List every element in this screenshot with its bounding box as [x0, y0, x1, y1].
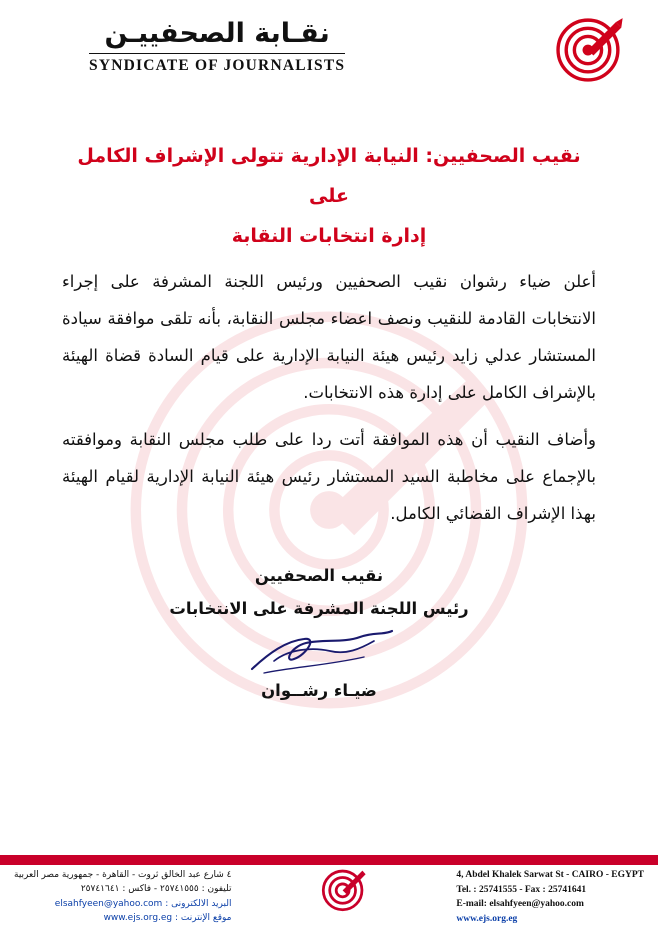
footer-email-en[interactable]: E-mail: elsahfyeen@yahoo.com [456, 899, 584, 910]
page-title-line-2: إدارة انتخابات النقابة [231, 224, 427, 247]
syndicate-english-name: SYNDICATE OF JOURNALISTS [89, 53, 345, 75]
body-paragraph-2: وأضاف النقيب أن هذه الموافقة أتت ردا على طلب مجلس النقابة وموافقته بالإجماع على مخاطبة السيد المستشار رئيس هيئة النيابة الإدارية لقيام الهيئة بهذا الإشراف القضائي الكامل. [62, 430, 596, 524]
document-content [0, 105, 658, 700]
footer-english-contact [456, 868, 644, 927]
footer-address-ar: ٤ شارع عبد الخالق ثروت - القاهرة - جمهورية مصر العربية [14, 870, 232, 880]
signatory-role-line-1: نقيب الصحفيين [254, 565, 384, 585]
footer-content [0, 865, 658, 925]
footer-phone-en: Tel. : 25741555 - Fax : 25741641 [456, 884, 587, 895]
footer-logo-icon [321, 866, 367, 912]
signature-block [62, 559, 596, 700]
footer-email-ar[interactable]: البريد الالكترونى : elsahfyeen@yahoo.com [54, 898, 232, 909]
body-paragraph-1: أعلن ضياء رشوان نقيب الصحفيين ورئيس اللجنة المشرفة على إجراء الانتخابات القادمة للنقيب ونصف اعضاء مجلس النقابة، بأنه تلقى موافقة سيادة المستشار عدلي زايد رئيس هيئة النيابة الإدارية على قيام السادة قضاة الهيئة بالإشراف الكامل على إدارة هذه الانتخابات. [62, 271, 596, 403]
syndicate-arabic-name: نقـابة الصحفييـن [104, 18, 330, 49]
footer-website-en[interactable]: www.ejs.org.eg [456, 914, 518, 925]
signatory-name: ضيـاء رشــوان [261, 680, 377, 700]
document-header [0, 0, 658, 105]
page-title-line-1: نقيب الصحفيين: النيابة الإدارية تتولى الإشراف الكامل على [77, 145, 581, 207]
handwritten-signature-icon [234, 627, 404, 679]
document-footer [0, 855, 658, 925]
page-title [62, 137, 596, 257]
header-titles [34, 14, 345, 75]
footer-arabic-contact [14, 868, 231, 926]
footer-website-ar[interactable]: موقع الإنترنت : www.ejs.org.eg [103, 913, 232, 924]
signatory-role-line-2: رئيس اللجنة المشرفة على الانتخابات [169, 598, 469, 618]
footer-address-en: 4, Abdel Khalek Sarwat St - CAIRO - EGYPT [456, 870, 644, 880]
footer-phone-ar: تليفون : ٢٥٧٤١٥٥٥ - فاكس : ٢٥٧٤١٦٤١ [80, 884, 232, 895]
syndicate-logo-icon [556, 14, 624, 82]
footer-accent-bar [0, 855, 658, 865]
